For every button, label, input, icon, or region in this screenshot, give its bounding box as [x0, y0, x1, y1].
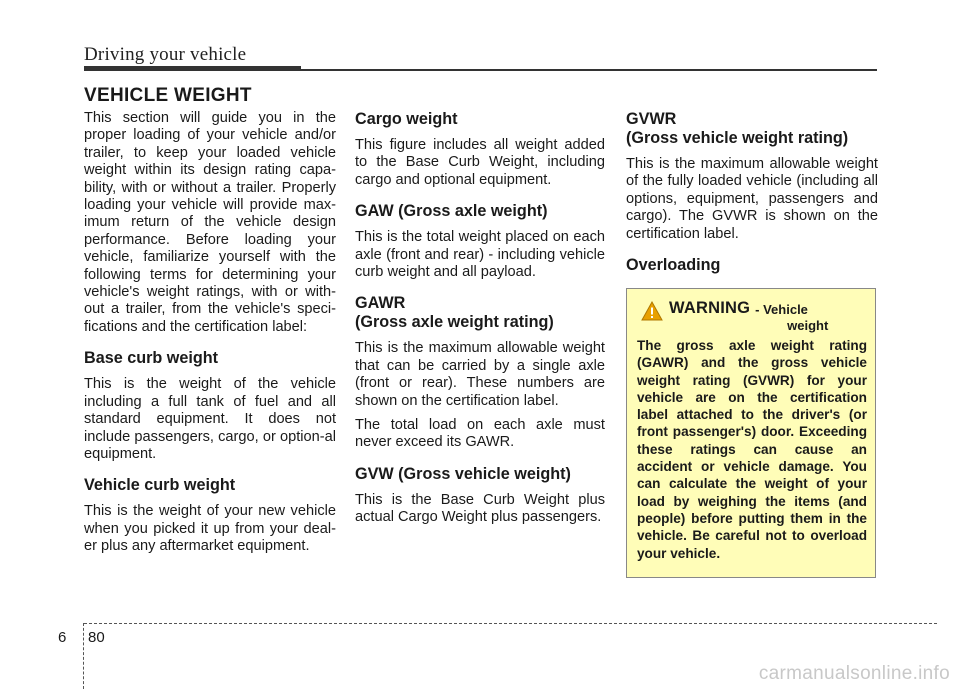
gvw-heading: GVW (Gross vehicle weight)	[355, 464, 571, 483]
gvwr-text: This is the maximum allowable weight of the fully loaded vehicle (including all options, equipment, passengers and cargo). The GVWR is shown on the certification label.	[626, 156, 878, 242]
gawr-text-1: This is the maximum allowable weight that can be carried by a single axle (front or rear). These numbers are shown on the certification label.	[355, 340, 605, 409]
column-1	[84, 110, 336, 563]
watermark: carmanualsonline.info	[758, 663, 950, 684]
gvwr-heading	[626, 110, 878, 148]
gawr-text-2: The total load on each axle must never exceed its GAWR.	[355, 417, 605, 451]
overloading-heading: Overloading	[626, 256, 721, 275]
gvwr-heading-line-1: GVWR	[626, 110, 677, 128]
warning-subtitle-line-1: - Vehicle	[755, 302, 808, 317]
section-title: VEHICLE WEIGHT	[84, 85, 252, 106]
header-title: Driving your vehicle	[84, 44, 247, 65]
column-2	[355, 110, 605, 534]
footer-rule	[84, 623, 937, 624]
gvwr-heading-line-2: (Gross vehicle weight rating)	[626, 129, 849, 147]
warning-subtitle	[750, 299, 828, 334]
gawr-heading-line-1: GAWR	[355, 294, 406, 313]
base-curb-weight-heading: Base curb weight	[84, 349, 219, 368]
column-3	[626, 110, 878, 283]
gaw-text: This is the total weight placed on each axle (front and rear) - including vehicle curb weight and all payload.	[355, 229, 605, 281]
warning-triangle-icon	[641, 301, 663, 321]
warning-label: WARNING	[669, 299, 751, 317]
intro-paragraph: This section will guide you in the proper loading of your vehicle and/or trailer, to keep your loaded vehicle weight within its design rating capa-bility, with or without a trailer. Properly loading your vehicle will provide max-imum return of the vehicle design performance. Before loading your vehicle, familiarize yourself with the following terms for determining your vehicle's weight ratings, with or with-out a trailer, from the vehicle's speci-fications and the certification label:	[84, 110, 336, 335]
cargo-weight-text: This figure includes all weight added to the Base Curb Weight, including cargo and optional equipment.	[355, 137, 605, 188]
footer-vertical-rule	[83, 623, 84, 689]
warning-box	[626, 288, 876, 578]
header-rule-thick	[84, 66, 301, 71]
vehicle-curb-weight-text: This is the weight of your new vehicle when you picked it up from your deal-er plus any aftermarket equipment.	[84, 503, 336, 555]
gaw-heading: GAW (Gross axle weight)	[355, 202, 548, 221]
base-curb-weight-text: This is the weight of the vehicle including a full tank of fuel and all standard equipment. It does not include passengers, cargo, or option-al equipment.	[84, 376, 336, 462]
warning-header	[637, 299, 867, 334]
header-rule-thin	[301, 69, 877, 71]
warning-subtitle-line-2: weight	[787, 318, 829, 333]
cargo-weight-heading: Cargo weight	[355, 110, 458, 128]
gawr-heading	[355, 294, 605, 332]
chapter-number: 6	[58, 629, 67, 646]
page-number: 80	[88, 629, 105, 646]
vehicle-curb-weight-heading: Vehicle curb weight	[84, 476, 236, 495]
gawr-heading-line-2: (Gross axle weight rating)	[355, 313, 554, 332]
gvw-text: This is the Base Curb Weight plus actual Cargo Weight plus passengers.	[355, 491, 605, 526]
warning-body: The gross axle weight rating (GAWR) and the gross vehicle weight rating (GVWR) for your vehicle are on the certification label attached to the driver's (or front passenger's) door. Exceeding these ratings can cause an accident or vehicle damage. You can calculate the weight of your load by weighing the items (and people) before putting them in the vehicle. Be careful not to overload your vehicle.	[637, 338, 867, 561]
